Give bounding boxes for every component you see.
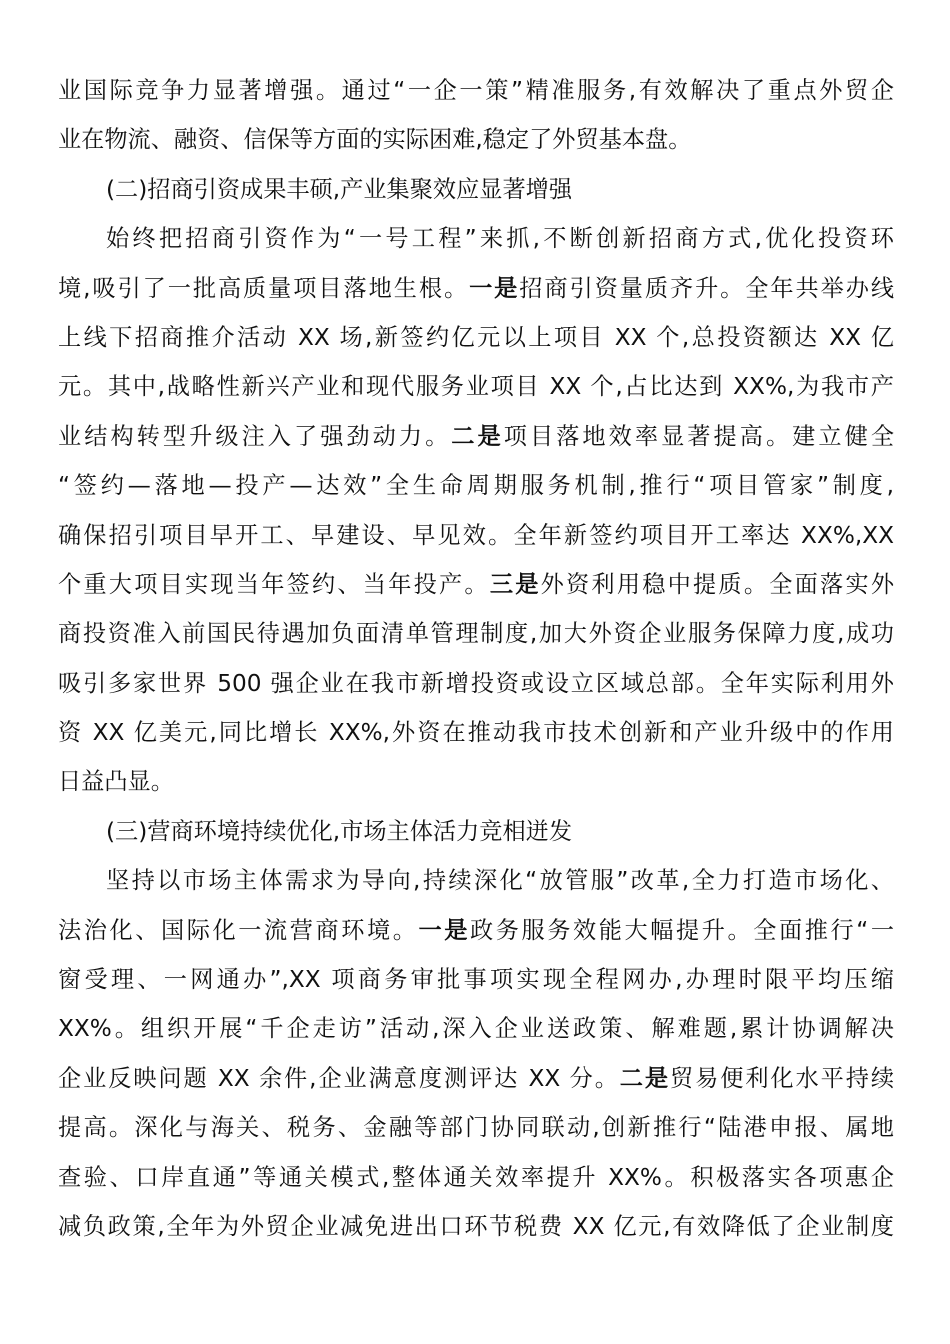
line-text: 个重大项目实现当年签约、当年投产。 [58,570,490,598]
bold-marker: 二是 [619,1064,671,1092]
line-text: 法治化、国际化一流营商环境。 [58,916,419,944]
line-text: 境,吸引了一批高质量项目落地生根。 [58,274,470,302]
paragraph-line [58,906,894,955]
paragraph-line: 窗受理、一网通办”,XX 项商务审批事项实现全程网办,办理时限平均压缩 [58,966,894,994]
paragraph-line: XX%。组织开展“千企走访”活动,深入企业送政策、解难题,累计协调解决 [58,1015,894,1043]
line-text: 外资利用稳中提质。全面落实外 [540,570,895,598]
paragraph-line: 提高。深化与海关、税务、金融等部门协同联动,创新推行“陆港申报、属地 [58,1114,894,1142]
section-heading: (二)招商引资成果丰硕,产业集聚效应显著增强 [106,175,573,203]
line-text: 政务服务效能大幅提升。全面推行“一 [470,916,895,944]
paragraph-line [58,412,894,461]
line-text: 业结构转型升级注入了强劲动力。 [58,422,452,450]
paragraph-line: 上线下招商推介活动 XX 场,新签约亿元以上项目 XX 个,总投资额达 XX 亿 [58,323,894,351]
document-page [58,66,894,1251]
paragraph-line: 业国际竞争力显著增强。通过“一企一策”精准服务,有效解决了重点外贸企 [58,77,894,104]
line-text: 企业反映问题 XX 余件,企业满意度测评达 XX 分。 [58,1064,620,1092]
bold-marker: 一是 [418,916,470,944]
paragraph-line: 始终把招商引资作为“一号工程”来抓,不断创新招商方式,优化投资环 [106,225,894,253]
paragraph-line: 业在物流、融资、信保等方面的实际困难,稳定了外贸基本盘。 [58,126,692,154]
paragraph-line: 商投资准入前国民待遇加负面清单管理制度,加大外资企业服务保障力度,成功 [58,620,894,648]
bold-marker: 一是 [469,274,520,302]
line-text: 招商引资量质齐升。全年共举办线 [519,274,895,302]
paragraph-line [58,560,894,609]
paragraph-line: 吸引多家世界 500 强企业在我市新增投资或设立区域总部。全年实际利用外 [58,669,894,697]
line-text: 项目落地效率显著提高。建立健全 [503,422,895,450]
paragraph-line: 查验、口岸直通”等通关模式,整体通关效率提升 XX%。积极落实各项惠企 [58,1163,894,1191]
line-text: 贸易便利化水平持续 [670,1064,895,1092]
paragraph-line [58,1054,894,1103]
bold-marker: 二是 [451,422,504,450]
bold-marker: 三是 [489,570,541,598]
paragraph-line: “签约—落地—投产—达效”全生命周期服务机制,推行“项目管家”制度, [58,472,894,500]
paragraph-line: 资 XX 亿美元,同比增长 XX%,外资在推动我市技术创新和产业升级中的作用 [58,719,894,747]
paragraph-line [58,264,894,313]
paragraph-line: 坚持以市场主体需求为导向,持续深化“放管服”改革,全力打造市场化、 [106,867,894,895]
paragraph-line: 确保招引项目早开工、早建设、早见效。全年新签约项目开工率达 XX%,XX [58,521,894,549]
paragraph-line: 减负政策,全年为外贸企业减免进出口环节税费 XX 亿元,有效降低了企业制度 [58,1212,894,1240]
paragraph-line: 日益凸显。 [58,768,174,796]
section-heading: (三)营商环境持续优化,市场主体活力竞相迸发 [106,817,573,845]
paragraph-line: 元。其中,战略性新兴产业和现代服务业项目 XX 个,占比达到 XX%,为我市产 [58,373,894,401]
